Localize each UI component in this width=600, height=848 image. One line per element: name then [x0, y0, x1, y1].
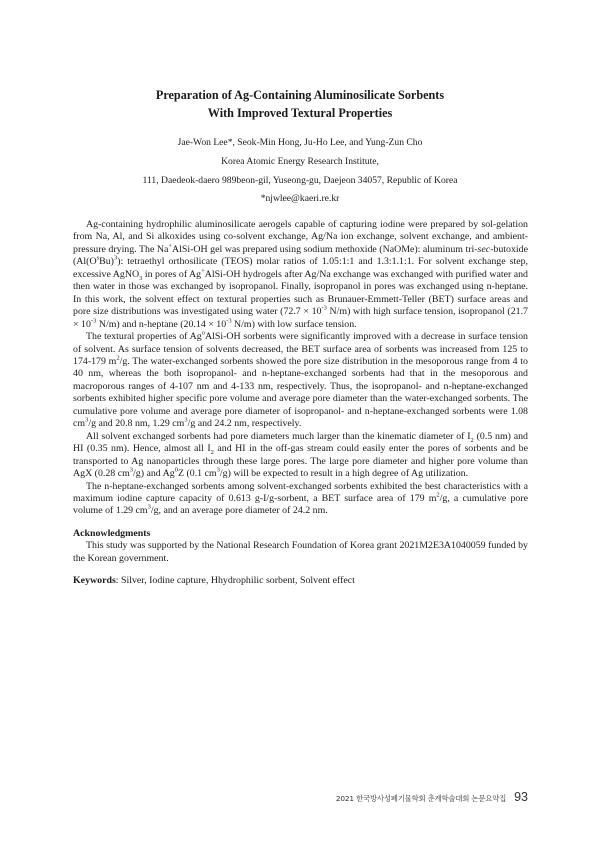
page-number: 93 [514, 790, 528, 804]
keywords-line [73, 575, 528, 587]
title-line-1: Preparation of Ag-Containing Aluminosilicate Sorbents [155, 88, 445, 102]
abstract-body [73, 219, 528, 588]
title-line-2: With Improved Textural Properties [207, 106, 393, 120]
abstract-paragraph-2: The textural properties of Ag$^o$AlSi-OH sorbents were significantly improved with a decrease in surface tension of solvent. As surface tension of solvents decreased, the BET surface area of sorbents was increased from 125 to 174-179 $m^2/g$. The water-exchanged sorbents showed the pore size distribution in the mesoporous range from 4 to 40 nm, whereas the both isopropanol- and n-heptane-exchanged sorbents had that in the mesoporous and macroporous ranges of 4-107 nm and 4-133 nm, respectively. Thus, the isopropanol- and n-heptane-exchanged sorbents exhibited higher specific pore volume and average pore diameter than the water-exchanged sorbents. The cumulative pore volume and average pore diameter of isopropanol- and n-heptane-exchanged sorbents were 1.08 $cm^3/g$ and 20.8 nm, 1.29 $cm^3/g$ and 24.2 nm, respectively. [73, 329, 528, 430]
abstract-paragraph-4: The n-heptane-exchanged sorbents among solvent-exchanged sorbents exhibited the best characteristics with a maximum iodine capture capacity of 0.613 g-I/g-sorbent, a BET surface area of 179 $m^2/g$, a cumulative pore volume of 1.29 $cm^3/g$, and an average pore diameter of 24.2 nm. [73, 480, 528, 517]
abstract-paragraph-1: Ag-containing hydrophilic aluminosilicate aerogels capable of capturing iodine were prepared by sol-gelation from Na, Al, and Si alkoxides using co-solvent exchange, Ag/Na ion exchange, solvent exchange, and ambient-pressure drying. The Na+AlSi-OH gel was prepared using sodium methoxide (NaOMe): aluminum tri-sec-butoxide $(Al(O^sBu)^3)$: tetraethyl orthosilicate (TEOS) molar ratios of 1.05:1:1 and 1.3:1.1:1. For solvent exchange step, excessive AgNO$_3$ in pores of Ag+AlSi-OH hydrogels after Ag/Na exchange was exchanged with purified water and then water in those was exchanged by isopropanol. Finally, isopropanol in pores was exchanged using n-heptane. In this work, the solvent effect on textural properties such as Brunauer-Emmett-Teller (BET) surface areas and pore size distributions was investigated using water ($72.7 \times 10^{-3}$ N/m) with high surface tension, isopropanol ($21.7 \times 10^{-3}$ N/m) and n-heptane ($20.14 \times 10^{-3}$ N/m) with low surface tension. [73, 219, 528, 330]
email: *njwlee@kaeri.re.kr [260, 193, 340, 204]
paper-title [0, 86, 600, 122]
acknowledgments-text: This study was supported by the National Research Foundation of Korea grant 2021M2E3A1040059 funded by the Korean government. [73, 540, 528, 564]
page-footer [336, 790, 528, 804]
acknowledgments-heading: Acknowledgments [73, 527, 151, 539]
address: 111, Daedeok-daero 989beon-gil, Yuseong-gu, Daejeon 34057, Republic of Korea [142, 175, 458, 186]
authors: Jae-Won Lee*, Seok-Min Hong, Ju-Ho Lee, and Yung-Zun Cho [177, 137, 423, 148]
proceedings-title: 2021 한국방사성폐기물학회 춘계학술대회 논문요약집 [335, 794, 507, 803]
affiliation: Korea Atomic Energy Research Institute, [221, 156, 379, 167]
keywords-text: : Silver, Iodine capture, Hhydrophilic sorbent, Solvent effect [115, 575, 355, 587]
keywords-label: Keywords [73, 575, 116, 587]
abstract-paragraph-3: All solvent exchanged sorbents had pore diameters much larger than the kinematic diameter of $I_2$ (0.5 nm) and HI (0.35 nm). Hence, almost all $I_2$ and HI in the off-gas stream could easily enter the pores of sorbents and be transported to Ag nanoparticles through these large pores. The large pore diameter and higher pore volume than AgX (0.28 $cm^3/g$) and Ag$^0$Z (0.1 $cm^3/g$) will be expected to result in a high degree of Ag utilization. [73, 430, 528, 480]
